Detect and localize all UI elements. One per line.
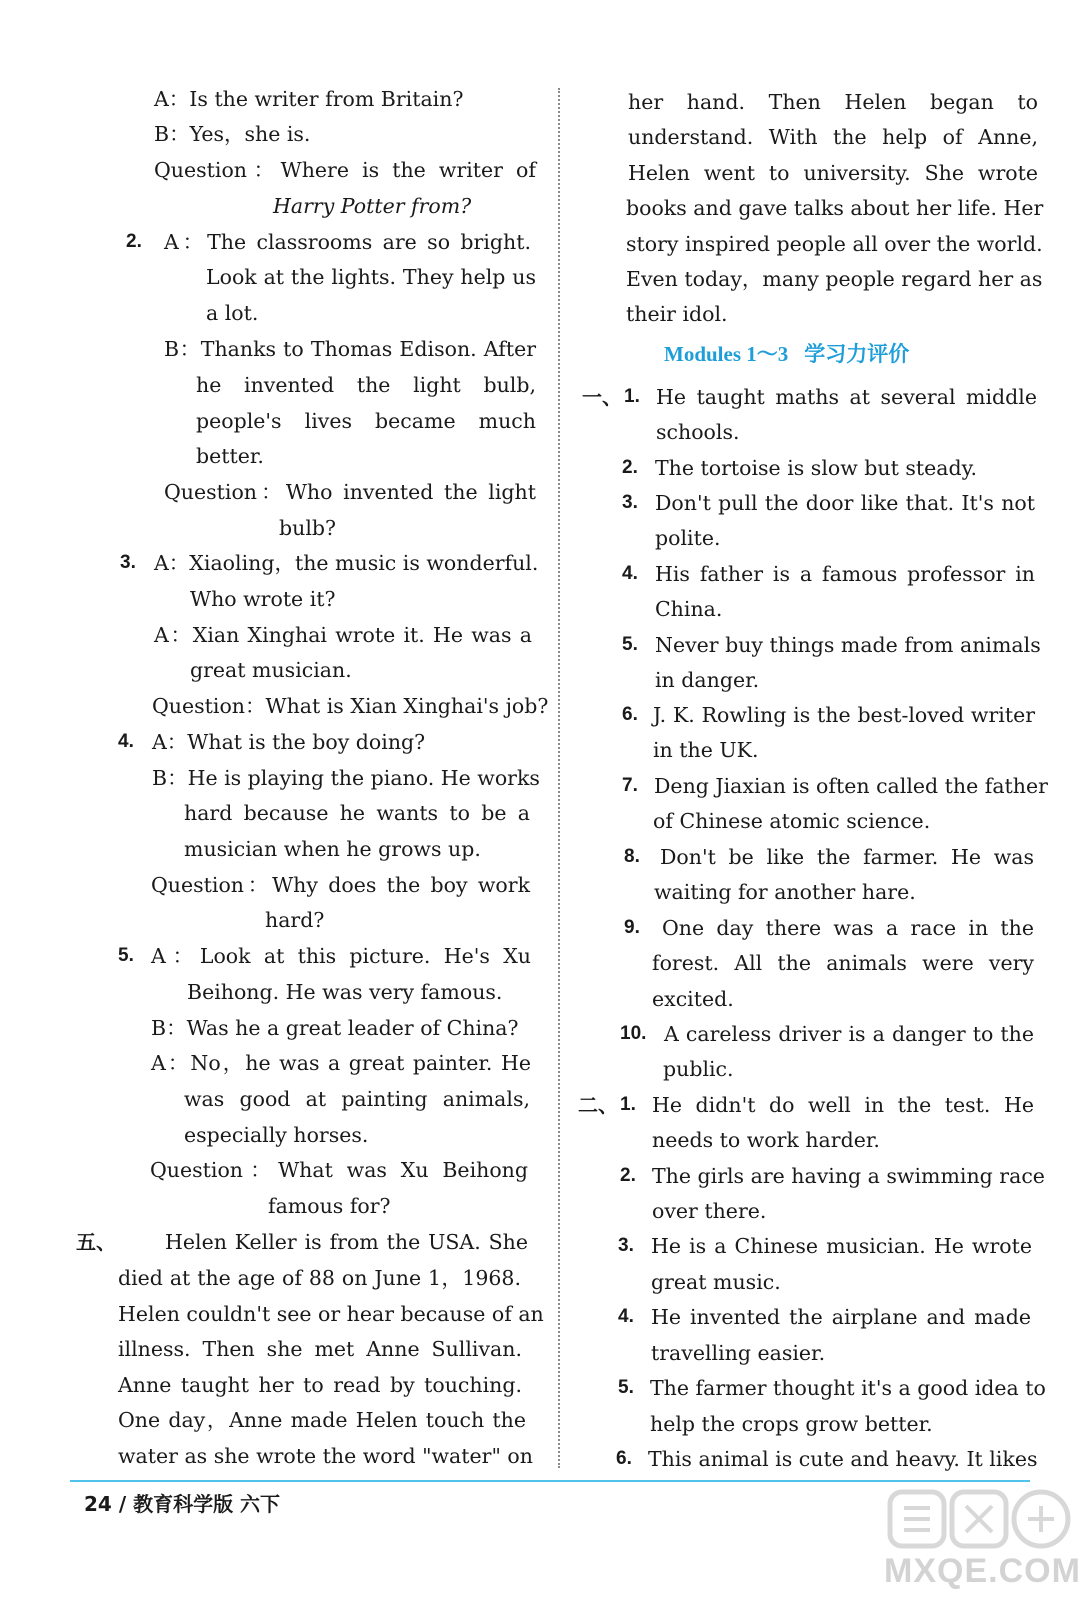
answer-line: Don't be like the farmer. He was	[660, 845, 1034, 869]
dialogue-line: he invented the light bulb,	[196, 373, 536, 397]
question-line: Harry Potter from?	[273, 194, 472, 218]
answer-line: great music.	[651, 1270, 781, 1294]
question-line: Question：Why does the boy work	[151, 873, 530, 897]
answer-line: help the crops grow better.	[650, 1412, 933, 1436]
dialogue-line: Look at the lights. They help us	[206, 265, 536, 289]
dialogue-line: great musician.	[190, 658, 352, 682]
answer-line: in the UK.	[653, 738, 759, 762]
item-number: 5.	[618, 1377, 634, 1398]
answer-line: waiting for another hare.	[654, 880, 916, 904]
dialogue-line: B：Was he a great leader of China?	[151, 1016, 519, 1040]
footer-separator: /	[118, 1492, 127, 1516]
answer-line: He taught maths at several middle	[656, 385, 1037, 409]
item-number: 7.	[622, 775, 638, 796]
section-heading	[664, 336, 909, 372]
passage-line: understand. With the help of Anne,	[628, 125, 1038, 149]
dialogue-line: A：The classrooms are so bright.	[164, 230, 531, 254]
page-number: 24	[84, 1492, 112, 1516]
passage-line: Anne taught her to read by touching.	[118, 1373, 522, 1397]
answer-line: of Chinese atomic science.	[653, 809, 931, 833]
answer-line: Deng Jiaxian is often called the father	[654, 774, 1048, 798]
item-number: 5.	[622, 634, 638, 655]
passage-line: One day，Anne made Helen touch the	[118, 1408, 526, 1432]
answer-line: over there.	[652, 1199, 767, 1223]
question-line: hard?	[265, 908, 325, 932]
item-number: 2.	[622, 457, 638, 478]
answer-line: in danger.	[655, 668, 760, 692]
dialogue-line: Who wrote it?	[190, 587, 336, 611]
column-divider	[558, 88, 560, 1468]
question-line: Question：Who invented the light	[164, 480, 536, 504]
answer-line: schools.	[656, 420, 740, 444]
dialogue-line: B：Thanks to Thomas Edison. After	[164, 337, 536, 361]
item-number: 9.	[624, 917, 640, 938]
answer-line: needs to work harder.	[652, 1128, 880, 1152]
item-number: 3.	[618, 1235, 634, 1256]
passage-line: her hand. Then Helen began to	[628, 90, 1038, 114]
answer-line: The girls are having a swimming race	[652, 1164, 1045, 1188]
item-number: 6.	[616, 1448, 632, 1469]
section-two-marker: 二、	[578, 1093, 618, 1117]
item-number: 1.	[620, 1094, 636, 1115]
dialogue-line: Beihong. He was very famous.	[187, 980, 503, 1004]
answer-line: polite.	[655, 526, 721, 550]
passage-line: books and gave talks about her life. Her	[626, 196, 1044, 220]
answer-line: A careless driver is a danger to the	[664, 1022, 1034, 1046]
section-five-marker: 五、	[76, 1230, 116, 1254]
edition-label: 教育科学版 六下	[133, 1492, 281, 1516]
question-line: Question：What was Xu Beihong	[150, 1158, 528, 1182]
answer-line: The farmer thought it's a good idea to	[650, 1376, 1046, 1400]
answer-line: He didn't do well in the test. He	[652, 1093, 1034, 1117]
passage-line: story inspired people all over the world.	[626, 232, 1043, 256]
answer-line: China.	[655, 597, 723, 621]
watermark-logo-icon	[886, 1484, 1072, 1554]
question-line: Question：What is Xian Xinghai's job?	[152, 694, 549, 718]
answer-line: travelling easier.	[651, 1341, 826, 1365]
item-number: 4.	[622, 563, 638, 584]
answer-line: Never buy things made from animals	[655, 633, 1041, 657]
item-number: 6.	[622, 704, 638, 725]
dialogue-line: musician when he grows up.	[184, 837, 481, 861]
dialogue-line: was good at painting animals,	[184, 1087, 530, 1111]
heading-modules: Modules 1～3	[664, 342, 789, 366]
dialogue-line: A：No，he was a great painter. He	[151, 1051, 531, 1075]
dialogue-line: B：Yes，she is.	[154, 122, 311, 146]
passage-line: died at the age of 88 on June 1，1968.	[118, 1266, 521, 1290]
item-number: 2.	[620, 1165, 636, 1186]
section-one-marker: 一、	[582, 385, 622, 409]
item-number: 4.	[118, 731, 134, 752]
answer-line: J. K. Rowling is the best-loved writer	[653, 703, 1035, 727]
passage-line: their idol.	[626, 302, 728, 326]
dialogue-line: people's lives became much	[196, 409, 536, 433]
item-number: 3.	[622, 492, 638, 513]
answer-line: Don't pull the door like that. It's not	[655, 491, 1035, 515]
answer-line: One day there was a race in the	[662, 916, 1034, 940]
item-number: 5.	[118, 945, 134, 966]
dialogue-line: A：Xian Xinghai wrote it. He was a	[154, 623, 532, 647]
item-number: 3.	[120, 552, 136, 573]
answer-line: This animal is cute and heavy. It likes	[648, 1447, 1038, 1471]
passage-line: illness. Then she met Anne Sullivan.	[118, 1337, 522, 1361]
question-line: bulb?	[279, 516, 336, 540]
item-number: 2.	[126, 231, 142, 252]
dialogue-line: A：What is the boy doing?	[152, 730, 426, 754]
watermark-url: MXQE.COM	[884, 1552, 1081, 1590]
passage-line: Helen went to university. She wrote	[628, 161, 1038, 185]
dialogue-line: B：He is playing the piano. He works	[152, 766, 540, 790]
answer-line: His father is a famous professor in	[655, 562, 1035, 586]
answer-line: He is a Chinese musician. He wrote	[651, 1234, 1032, 1258]
passage-line: Helen Keller is from the USA. She	[165, 1230, 528, 1254]
passage-line: Helen couldn't see or hear because of an	[118, 1302, 544, 1326]
answer-line: The tortoise is slow but steady.	[655, 456, 977, 480]
item-number: 8.	[624, 846, 640, 867]
answer-line: public.	[663, 1057, 734, 1081]
page-footer	[84, 1486, 280, 1522]
passage-line: water as she wrote the word "water" on	[118, 1444, 533, 1468]
dialogue-line: A：Look at this picture. He's Xu	[151, 944, 531, 968]
item-number: 10.	[620, 1023, 647, 1044]
answer-line: He invented the airplane and made	[651, 1305, 1031, 1329]
item-number: 4.	[618, 1306, 634, 1327]
dialogue-line: A：Xiaoling，the music is wonderful.	[154, 551, 539, 575]
heading-title: 学习力评价	[804, 342, 910, 366]
question-line: famous for?	[268, 1194, 391, 1218]
dialogue-line: hard because he wants to be a	[184, 801, 530, 825]
answer-line: excited.	[652, 987, 734, 1011]
dialogue-line: better.	[196, 444, 264, 468]
dialogue-line: A：Is the writer from Britain?	[154, 87, 464, 111]
passage-line: Even today，many people regard her as	[626, 267, 1043, 291]
item-number: 1.	[624, 386, 640, 407]
question-line: Question：Where is the writer of	[154, 158, 536, 182]
dialogue-line: especially horses.	[184, 1123, 369, 1147]
watermark	[880, 1480, 1080, 1598]
answer-line: forest. All the animals were very	[652, 951, 1034, 975]
dialogue-line: a lot.	[206, 301, 259, 325]
